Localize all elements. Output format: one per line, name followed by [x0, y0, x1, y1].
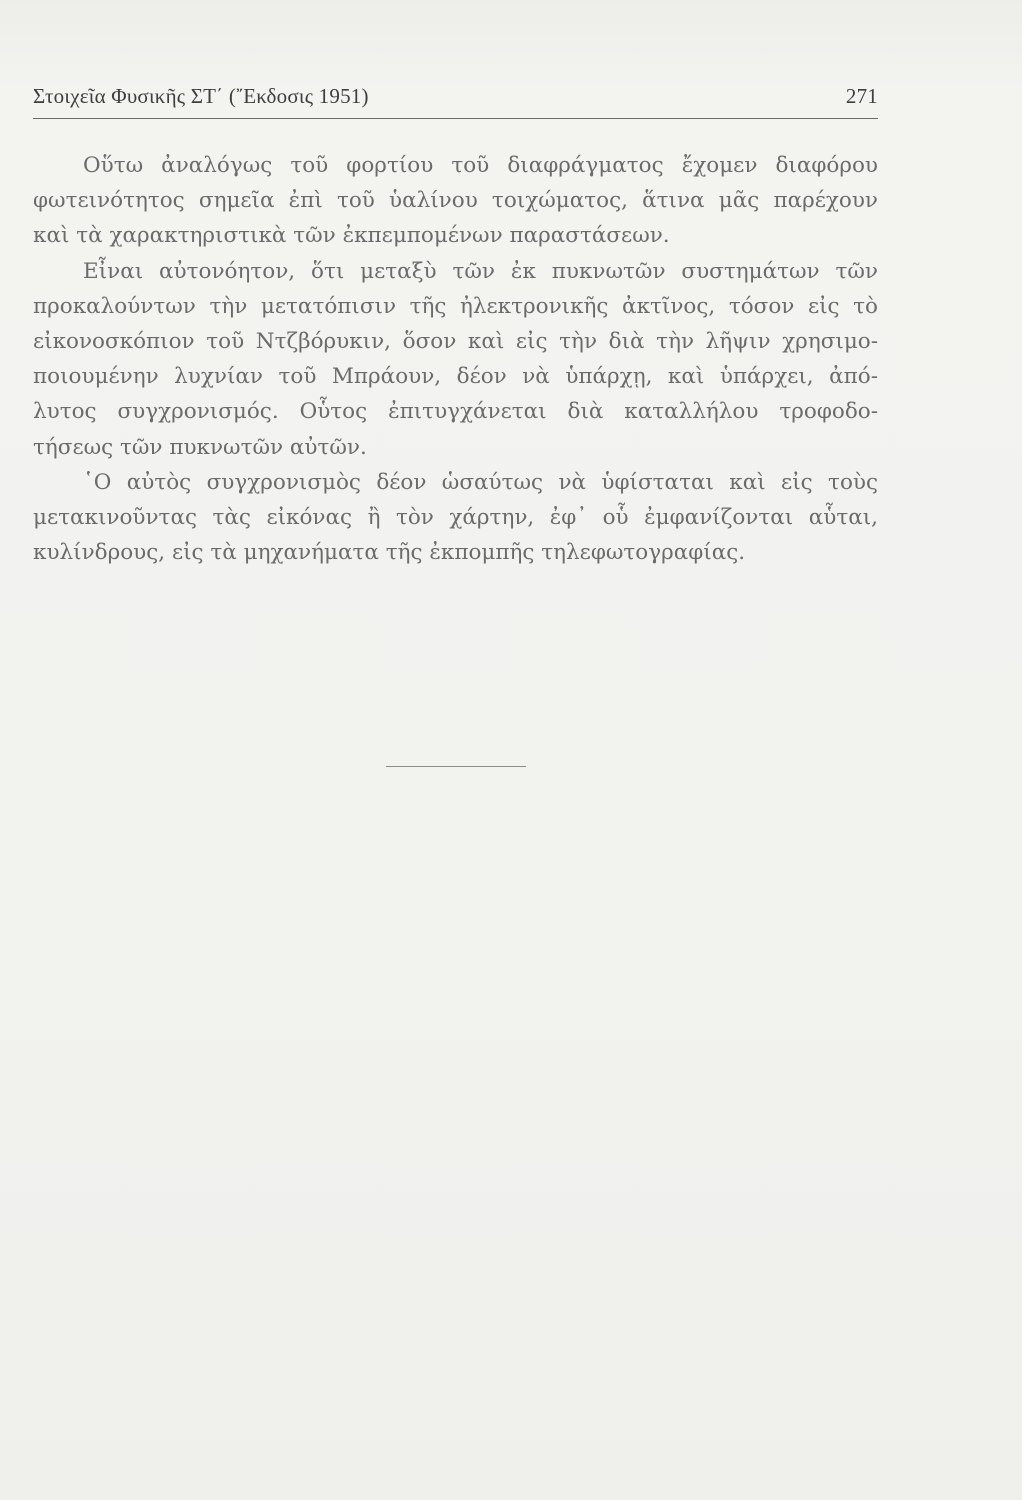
- header-rule: [33, 118, 878, 119]
- paragraph-1: [33, 148, 878, 254]
- text-line: προκαλούντων τὴν μετατόπισιν τῆς ἠλεκτρονικῆς ἀκτῖνος, τόσον εἰς τὸ: [33, 293, 878, 319]
- paragraph-3: [33, 465, 878, 571]
- body-text: [33, 148, 878, 570]
- running-head-title: Στοιχεῖα Φυσικῆς ΣΤ΄ (῎Εκδοσις 1951): [33, 84, 369, 108]
- text-line: φωτεινότητος σημεῖα ἐπὶ τοῦ ὑαλίνου τοιχώματος, ἅτινα μᾶς παρέχουν: [33, 188, 878, 214]
- text-line: μετακινοῦντας τὰς εἰκόνας ἢ τὸν χάρτην, ἐφ᾽ οὗ ἐμφανίζονται αὗται,: [33, 504, 878, 530]
- text-line: Εἶναι αὐτονόητον, ὅτι μεταξὺ τῶν ἐκ πυκνωτῶν συστημάτων τῶν: [83, 258, 878, 284]
- text-line: τήσεως τῶν πυκνωτῶν αὐτῶν.: [33, 434, 367, 460]
- running-head: [33, 84, 878, 114]
- text-line: καὶ τὰ χαρακτηριστικὰ τῶν ἐκπεμπομένων παραστάσεων.: [33, 223, 670, 249]
- page-number: 271: [845, 84, 878, 108]
- text-line: λυτος συγχρονισμός. Οὗτος ἐπιτυγχάνεται διὰ καταλλήλου τροφοδο-: [33, 399, 878, 425]
- text-line: κυλίνδρους, εἰς τὰ μηχανήματα τῆς ἐκπομπῆς τηλεφωτογραφίας.: [33, 540, 746, 566]
- text-line: ποιουμένην λυχνίαν τοῦ Μπράουν, δέον νὰ ὑπάρχῃ, καὶ ὑπάρχει, ἀπό-: [33, 364, 878, 390]
- text-line: εἰκονοσκόπιον τοῦ Ντζβόρυκιν, ὅσον καὶ εἰς τὴν διὰ τὴν λῆψιν χρησιμο-: [33, 328, 878, 354]
- text-line: Οὕτω ἀναλόγως τοῦ φορτίου τοῦ διαφράγματος ἔχομεν διαφόρου: [83, 153, 878, 178]
- section-end-rule: [386, 766, 526, 767]
- paragraph-2: [33, 254, 878, 465]
- text-line: ῾Ο αὐτὸς συγχρονισμὸς δέον ὡσαύτως νὰ ὑφίσταται καὶ εἰς τοὺς: [83, 469, 878, 495]
